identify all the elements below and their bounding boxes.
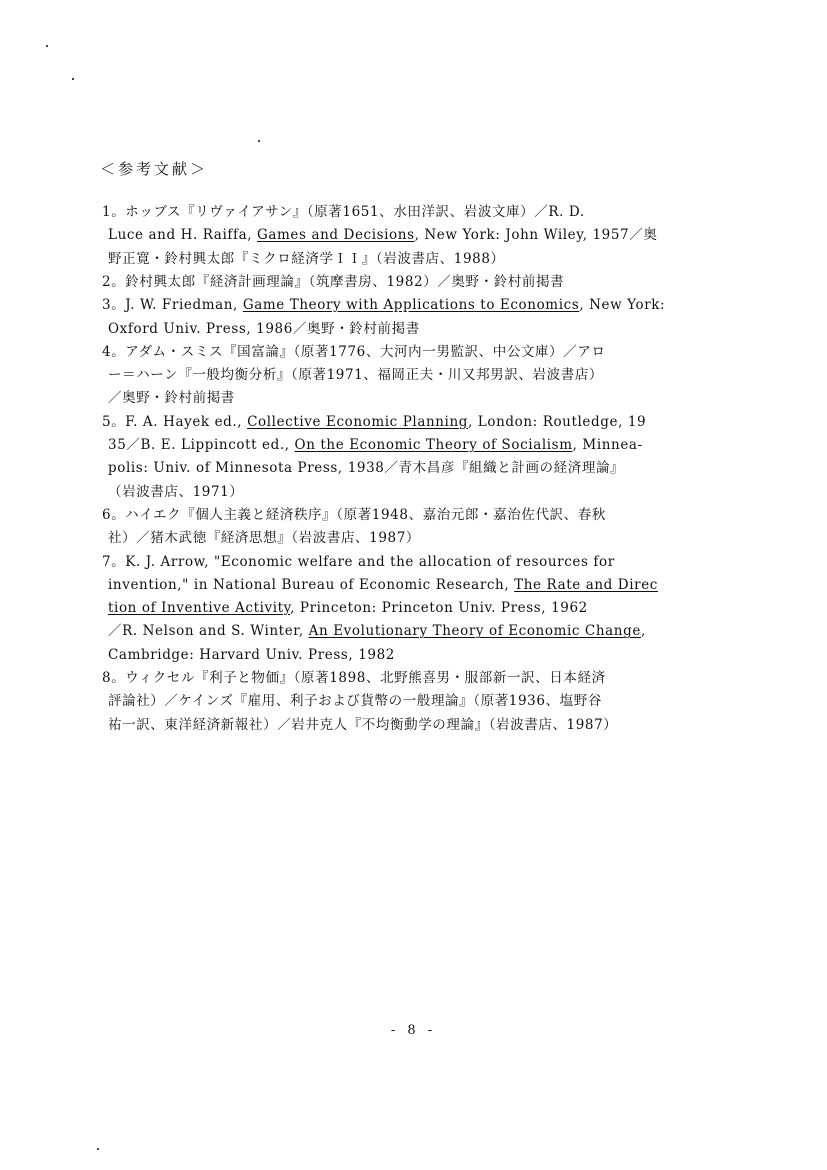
- reference-line: [108, 599, 588, 617]
- reference-line: [102, 296, 665, 314]
- reference-text: , New York:: [579, 297, 666, 314]
- reference-text: , London: Routledge, 19: [468, 413, 647, 430]
- reference-line: [108, 692, 602, 710]
- reference-line: [108, 320, 420, 338]
- reference-text: Luce and H. Raiffa,: [108, 227, 257, 244]
- scan-speck: [97, 1148, 99, 1150]
- reference-text: 2。鈴村興太郎『経済計画理論』（筑摩書房、1982）／奥野・鈴村前掲書: [102, 273, 565, 290]
- scan-speck: [258, 140, 260, 142]
- reference-line: [102, 506, 606, 524]
- reference-text: , New York: John Wiley, 1957／奥: [414, 227, 658, 244]
- reference-text: invention," in National Bureau of Economic Research,: [108, 576, 515, 593]
- references-heading: ＜参考文献＞: [100, 160, 209, 178]
- reference-line: [102, 343, 606, 361]
- reference-line: [102, 553, 615, 571]
- reference-line: [108, 529, 420, 547]
- reference-line: [108, 459, 624, 477]
- reference-line: [108, 483, 243, 501]
- reference-title: Game Theory with Applications to Economics: [242, 297, 580, 314]
- reference-line: [108, 436, 643, 454]
- reference-text: Cambridge: Harvard Univ. Press, 1982: [108, 646, 395, 663]
- reference-text: 祐一訳、東洋経済新報社）／岩井克人『不均衡動学の理論』（岩波書店、1987）: [108, 716, 618, 733]
- reference-line: [102, 669, 606, 687]
- page-number: - 8 -: [390, 1023, 437, 1038]
- reference-text: 4。アダム・スミス『国富論』（原著1776、大河内一男監訳、中公文庫）／アロ: [102, 343, 606, 360]
- reference-text: 3。J. W. Friedman,: [102, 297, 243, 314]
- reference-text: 35／B. E. Lippincott ed.,: [108, 437, 295, 453]
- reference-line: [102, 203, 585, 221]
- reference-text: 野正寛・鈴村興太郎『ミクロ経済学ＩＩ』（岩波書店、1988）: [108, 250, 505, 267]
- reference-text: 7。K. J. Arrow, "Economic welfare and the allocation of resources for: [102, 553, 615, 570]
- reference-title: On the Economic Theory of Socialism: [294, 437, 573, 453]
- reference-text: 評論社）／ケインズ『雇用、利子および貨幣の一般理論』（原著1936、塩野谷: [108, 693, 602, 710]
- reference-line: [108, 716, 617, 734]
- reference-text: polis: Univ. of Minnesota Press, 1938／青木昌彦『組織と計画の経済理論』: [108, 460, 625, 477]
- reference-line: [108, 250, 505, 268]
- reference-line: [108, 646, 395, 664]
- reference-line: [108, 226, 657, 244]
- reference-text: 社）／猪木武徳『経済思想』（岩波書店、1987）: [108, 530, 421, 547]
- reference-line: [108, 576, 658, 594]
- reference-text: （岩波書店、1971）: [108, 483, 244, 500]
- reference-line: [108, 622, 646, 640]
- scan-speck: [72, 78, 74, 80]
- reference-line: [102, 273, 564, 291]
- reference-text: ／奥野・鈴村前掲書: [108, 390, 235, 407]
- reference-title: Collective Economic Planning: [247, 413, 469, 430]
- reference-title: Games and Decisions: [257, 227, 415, 244]
- reference-text: , Minnea-: [572, 437, 643, 453]
- reference-line: [108, 389, 235, 407]
- reference-text: , Princeton: Princeton Univ. Press, 1962: [290, 600, 588, 617]
- reference-line: [102, 413, 646, 431]
- reference-text: 1。ホッブス『リヴァイアサン』（原著1651、水田洋訳、岩波文庫）／R. D.: [102, 204, 585, 220]
- reference-line: [108, 366, 603, 384]
- reference-title: The Rate and Direc: [514, 576, 658, 593]
- reference-text: 8。ウィクセル『利子と物価』（原著1898、北野熊喜男・服部新一訳、日本経済: [102, 670, 606, 686]
- reference-title: tion of Inventive Activity: [108, 600, 291, 617]
- reference-title: An Evolutionary Theory of Economic Change: [308, 623, 641, 640]
- reference-text: 6。ハイエク『個人主義と経済秩序』（原著1948、嘉治元郎・嘉治佐代訳、春秋: [102, 506, 606, 523]
- scan-speck: [46, 45, 48, 47]
- reference-text: Oxford Univ. Press, 1986／奥野・鈴村前掲書: [108, 320, 420, 337]
- reference-text: ,: [640, 623, 646, 640]
- reference-text: 5。F. A. Hayek ed.,: [102, 413, 248, 430]
- reference-text: ／R. Nelson and S. Winter,: [108, 623, 309, 640]
- reference-text: ー＝ハーン『一般均衡分析』（原著1971、福岡正夫・川又邦男訳、岩波書店）: [108, 367, 604, 384]
